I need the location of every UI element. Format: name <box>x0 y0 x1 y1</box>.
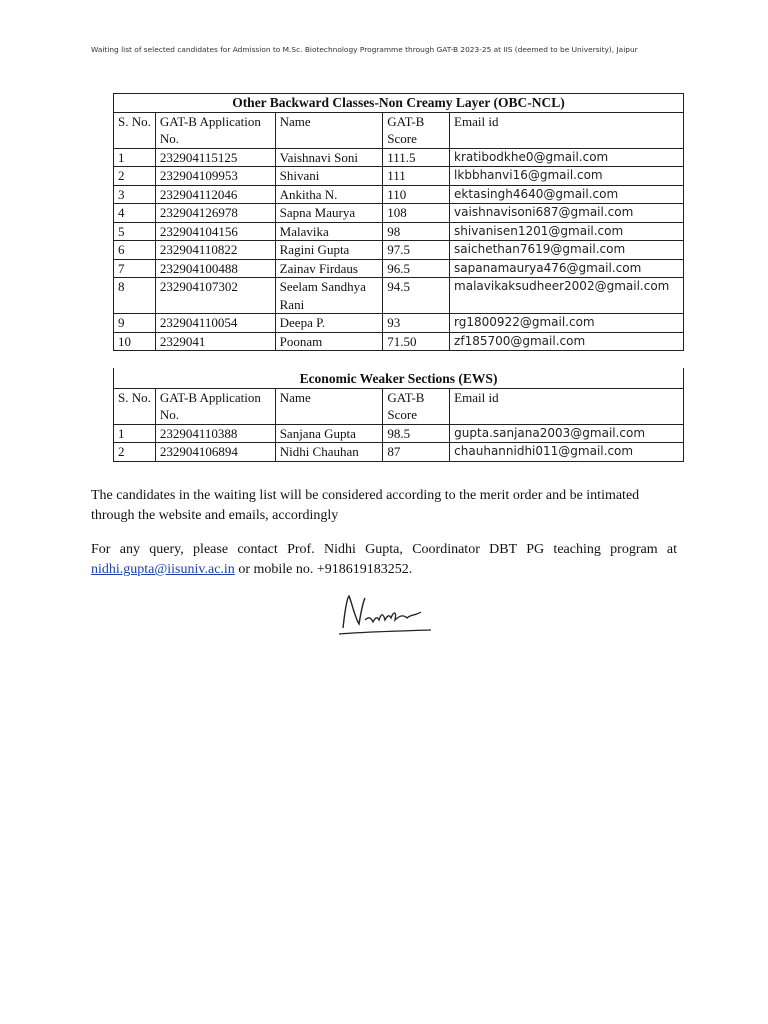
application-no-cell: 2329041 <box>155 332 275 351</box>
email-cell: shivanisen1201@gmail.com <box>450 222 684 241</box>
column-header: Email id <box>450 388 684 424</box>
application-no-cell: 232904126978 <box>155 204 275 223</box>
application-no-cell: 232904115125 <box>155 148 275 167</box>
application-no-cell: 232904107302 <box>155 278 275 314</box>
score-cell: 71.50 <box>383 332 450 351</box>
email-cell: malavikaksudheer2002@gmail.com <box>450 278 684 314</box>
application-no-cell: 232904106894 <box>155 443 275 462</box>
waiting-list-note: The candidates in the waiting list will be considered according to the merit order and be intimated through the website and emails, accordingly <box>91 488 640 523</box>
contact-text: For any query, please contact Prof. Nidhi Gupta, Coordinator DBT PG teaching program at <box>91 542 677 557</box>
column-header: GAT-B Score <box>383 112 450 148</box>
name-cell: Ragini Gupta <box>275 241 383 260</box>
contact-paragraph <box>91 540 677 580</box>
name-cell: Zainav Firdaus <box>275 259 383 278</box>
table-row <box>114 241 684 260</box>
score-cell: 94.5 <box>383 278 450 314</box>
application-no-cell: 232904109953 <box>155 167 275 186</box>
contact-email-link[interactable]: nidhi.gupta@iisuniv.ac.in <box>91 562 235 577</box>
email-cell: vaishnavisoni687@gmail.com <box>450 204 684 223</box>
serial-cell: 10 <box>114 332 156 351</box>
name-cell: Ankitha N. <box>275 185 383 204</box>
column-header: Email id <box>450 112 684 148</box>
table-row <box>114 443 684 462</box>
application-no-cell: 232904110054 <box>155 314 275 333</box>
score-cell: 110 <box>383 185 450 204</box>
email-cell: ektasingh4640@gmail.com <box>450 185 684 204</box>
table-row <box>114 148 684 167</box>
contact-mobile-text: or mobile no. +918619183252. <box>234 562 413 577</box>
column-header: GAT-B Application No. <box>155 112 275 148</box>
name-cell: Vaishnavi Soni <box>275 148 383 167</box>
application-no-cell: 232904100488 <box>155 259 275 278</box>
table-row <box>114 424 684 443</box>
application-no-cell: 232904112046 <box>155 185 275 204</box>
serial-cell: 8 <box>114 278 156 314</box>
serial-cell: 9 <box>114 314 156 333</box>
score-cell: 108 <box>383 204 450 223</box>
column-header: S. No. <box>114 112 156 148</box>
signature <box>335 590 435 640</box>
serial-cell: 2 <box>114 167 156 186</box>
name-cell: Shivani <box>275 167 383 186</box>
name-cell: Seelam Sandhya Rani <box>275 278 383 314</box>
serial-cell: 1 <box>114 424 156 443</box>
email-cell: chauhannidhi011@gmail.com <box>450 443 684 462</box>
name-cell: Poonam <box>275 332 383 351</box>
score-cell: 111.5 <box>383 148 450 167</box>
obc-table <box>113 93 684 351</box>
column-header: Name <box>275 388 383 424</box>
serial-cell: 5 <box>114 222 156 241</box>
header-note: Waiting list of selected candidates for Admission to M.Sc. Biotechnology Programme through GAT-B 2023-25 at IIS (deemed to be University), Jaipur <box>91 45 638 54</box>
score-cell: 87 <box>383 443 450 462</box>
score-cell: 97.5 <box>383 241 450 260</box>
column-header: S. No. <box>114 388 156 424</box>
table-row <box>114 167 684 186</box>
email-cell: gupta.sanjana2003@gmail.com <box>450 424 684 443</box>
table-row <box>114 259 684 278</box>
serial-cell: 4 <box>114 204 156 223</box>
name-cell: Deepa P. <box>275 314 383 333</box>
score-cell: 98.5 <box>383 424 450 443</box>
application-no-cell: 232904110822 <box>155 241 275 260</box>
application-no-cell: 232904104156 <box>155 222 275 241</box>
serial-cell: 1 <box>114 148 156 167</box>
email-cell: lkbbhanvi16@gmail.com <box>450 167 684 186</box>
score-cell: 93 <box>383 314 450 333</box>
email-cell: rg1800922@gmail.com <box>450 314 684 333</box>
score-cell: 96.5 <box>383 259 450 278</box>
name-cell: Sanjana Gupta <box>275 424 383 443</box>
serial-cell: 7 <box>114 259 156 278</box>
ews-section-title: Economic Weaker Sections (EWS) <box>114 368 684 388</box>
name-cell: Nidhi Chauhan <box>275 443 383 462</box>
email-cell: saichethan7619@gmail.com <box>450 241 684 260</box>
table-row <box>114 314 684 333</box>
application-no-cell: 232904110388 <box>155 424 275 443</box>
serial-cell: 2 <box>114 443 156 462</box>
column-header: GAT-B Score <box>383 388 450 424</box>
table-row <box>114 278 684 314</box>
email-cell: kratibodkhe0@gmail.com <box>450 148 684 167</box>
table-row <box>114 332 684 351</box>
name-cell: Sapna Maurya <box>275 204 383 223</box>
table-row <box>114 185 684 204</box>
column-header: GAT-B Application No. <box>155 388 275 424</box>
obc-header-row <box>114 112 684 148</box>
name-cell: Malavika <box>275 222 383 241</box>
ews-header-row <box>114 388 684 424</box>
ews-table <box>113 368 684 462</box>
column-header: Name <box>275 112 383 148</box>
score-cell: 98 <box>383 222 450 241</box>
email-cell: sapanamaurya476@gmail.com <box>450 259 684 278</box>
table-row <box>114 222 684 241</box>
table-row <box>114 204 684 223</box>
email-cell: zf185700@gmail.com <box>450 332 684 351</box>
score-cell: 111 <box>383 167 450 186</box>
serial-cell: 6 <box>114 241 156 260</box>
serial-cell: 3 <box>114 185 156 204</box>
obc-section-title: Other Backward Classes-Non Creamy Layer (OBC-NCL) <box>114 94 684 113</box>
